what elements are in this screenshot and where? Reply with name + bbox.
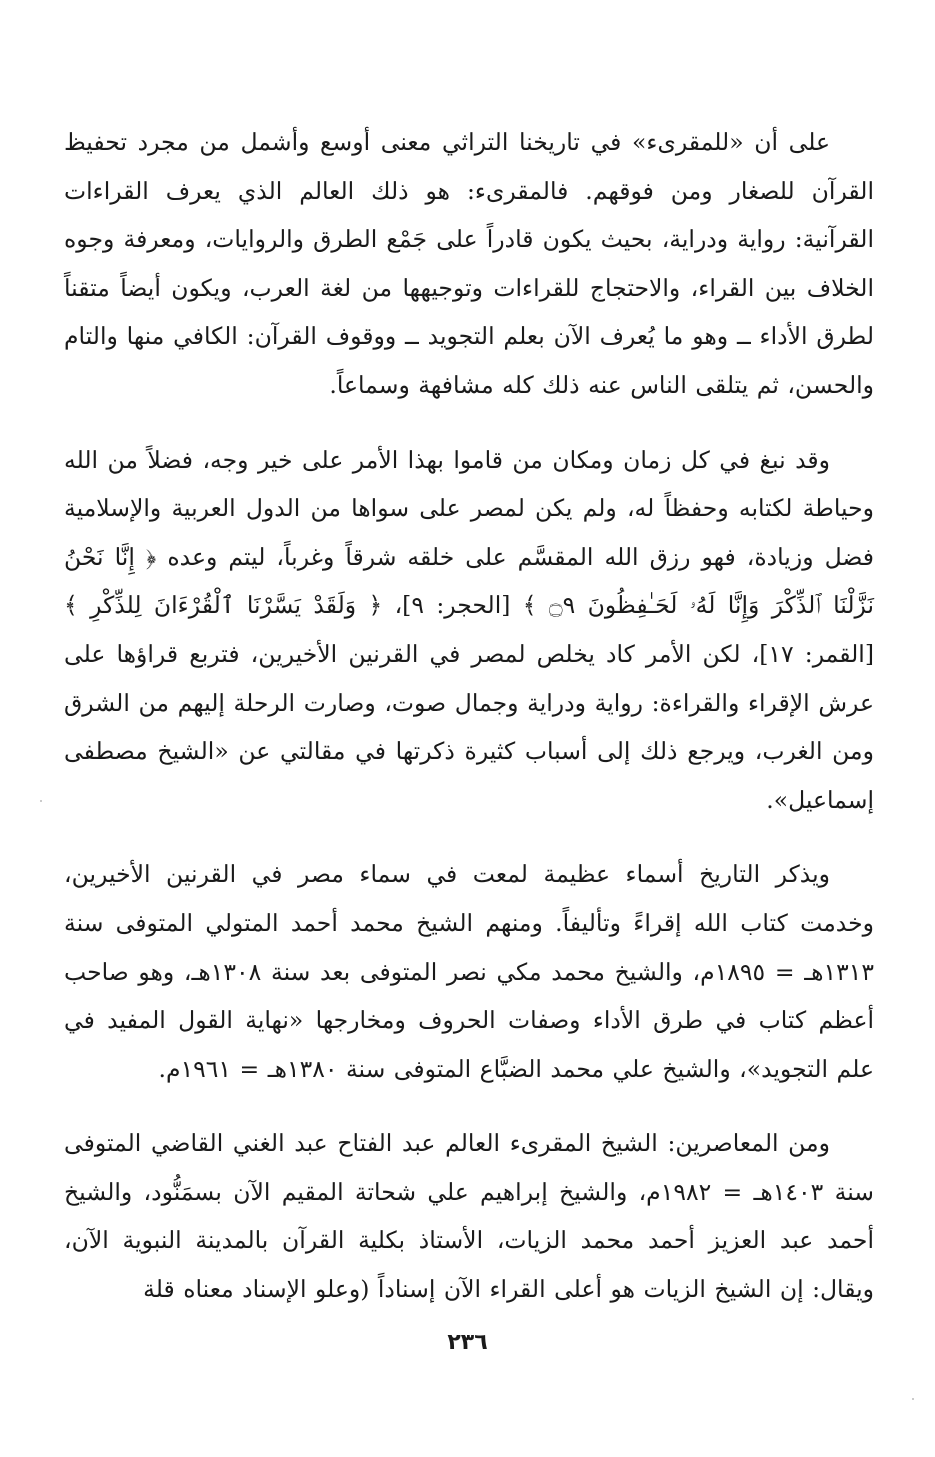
page-number: ٢٣٦ <box>447 1330 488 1355</box>
paragraph-contemporaries: ومن المعاصرين: الشيخ المقرىء العالم عبد الفتاح عبد الغني القاضي المتوفى سنة ١٤٠٣هـ = ١٩٨٢م، والشيخ إبراهيم علي شحاتة المقيم الآن بسمَنُّود، والشيخ أحمد عبد العزيز أحمد محمد الزيات، الأستاذ بكلية القرآن بالمدينة النبوية الآن، ويقال: إن الشيخ الزيات هو أعلى القراء الآن إسناداً (وعلو الإسناد معناه قلة <box>64 1129 874 1304</box>
paragraph-historical-names: ويذكر التاريخ أسماء عظيمة لمعت في سماء مصر في القرنين الأخيرين، وخدمت كتاب الله إقراءً وتأليفاً. ومنهم الشيخ محمد أحمد المتولي المتوفى سنة ١٣١٣هـ = ١٨٩٥م، والشيخ محمد مكي نصر المتوفى بعد سنة ١٣٠٨هـ، وهو صاحب أعظم كتاب في طرق الأداء وصفات الحروف ومخارجها «نهاية القول المفيد في علم التجويد»، والشيخ علي محمد الضبَّاع المتوفى سنة ١٣٨٠هـ = ١٩٦١م. <box>64 860 874 1083</box>
paragraph-egypt-reciters: وقد نبغ في كل زمان ومكان من قاموا بهذا الأمر على خير وجه، فضلاً من الله وحياطة لكتابه وحفظاً له، ولم يكن لمصر على سواها من الدول العربية والإسلامية فضل وزيادة، فهو رزق الله المقسَّم على خلقه شرقاً وغرباً، ليتم وعده ﴿ إِنَّا نَحْنُ نَزَّلْنَا ٱلذِّكْرَ وَإِنَّا لَهُۥ لَحَـٰفِظُونَ ۝٩ ﴾ [الحجر: ٩]، ﴿ وَلَقَدْ يَسَّرْنَا ٱلْقُرْءَانَ لِلذِّكْرِ ﴾ [القمر: ١٧]، لكن الأمر كاد يخلص لمصر في القرنين الأخيرين، فتربع قراؤها على عرش الإقراء والقراءة: رواية ودراية وجمال صوت، وصارت الرحلة إليهم من الشرق ومن الغرب، ويرجع ذلك إلى أسباب كثيرة ذكرتها في مقالتي عن «الشيخ مصطفى إسماعيل». <box>64 445 874 814</box>
paragraph-muqri-definition: على أن «للمقرىء» في تاريخنا التراثي معنى أوسع وأشمل من مجرد تحفيظ القرآن للصغار ومن فوقهم. فالمقرىء: هو ذلك العالم الذي يعرف القراءات القرآنية: رواية ودراية، بحيث يكون قادراً على جَمْع الطرق والروايات، ومعرفة وجوه الخلاف بين القراء، والاحتجاج للقراءات وتوجيهها من لغة العرب، ويكون أيضاً متقناً لطرق الأداء ــ وهو ما يُعرف الآن بعلم التجويد ــ ووقوف القرآن: الكافي منها والتام والحسن، ثم يتلقى الناس عنه ذلك كله مشافهة وسماعاً. <box>64 128 874 399</box>
page-body <box>64 118 874 1314</box>
scan-speck <box>40 800 42 802</box>
scan-speck <box>912 1398 914 1400</box>
